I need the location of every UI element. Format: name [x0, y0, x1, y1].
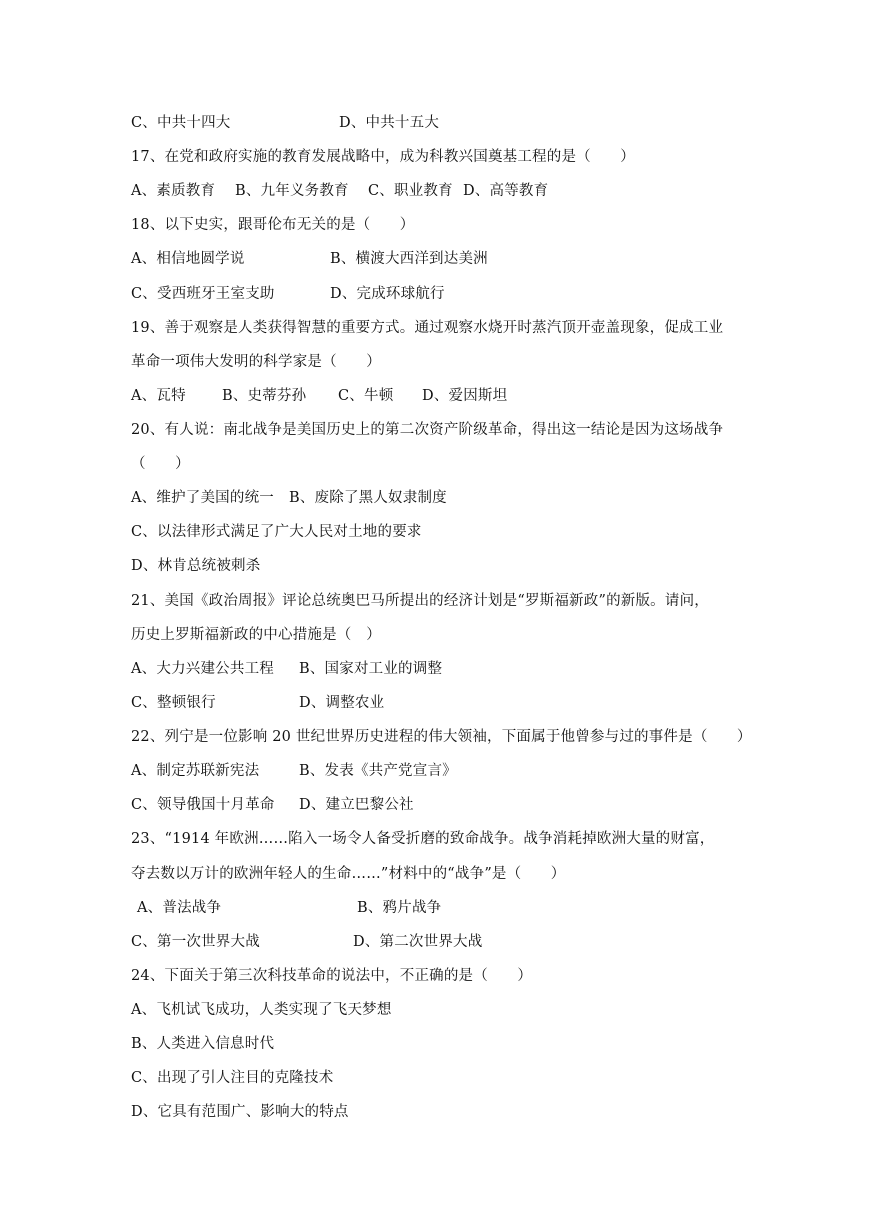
q21-stem-line-1: 21、美国《政治周报》评论总统奥巴马所提出的经济计划是“罗斯福新政”的新版。请问， — [131, 593, 709, 609]
q24-option-b: B、人类进入信息时代 — [131, 1036, 275, 1052]
q22-option-row-ab — [131, 761, 457, 781]
q18-stem: 18、以下史实，跟哥伦布无关的是（ ） — [131, 217, 415, 233]
option-c: C、整顿银行 — [131, 695, 216, 711]
option-c: C、第一次世界大战 — [131, 934, 260, 950]
option-b: B、废除了黑人奴隶制度 — [289, 490, 447, 506]
q17-options — [131, 181, 549, 201]
q18-option-row-ab — [131, 249, 488, 269]
q23-stem-line-2: 夺去数以万计的欧洲年轻人的生命……”材料中的“战争”是（ ） — [131, 866, 566, 882]
q23-option-row-cd — [131, 932, 483, 952]
q24-option-a: A、飞机试飞成功，人类实现了飞天梦想 — [131, 1002, 392, 1018]
option-a: A、素质教育 — [131, 183, 216, 199]
q23-stem-line-1: 23、“1914 年欧洲……陷入一场令人备受折磨的致命战争。战争消耗掉欧洲大量的财富， — [131, 831, 715, 847]
option-b: B、国家对工业的调整 — [299, 661, 443, 677]
q22-stem: 22、列宁是一位影响 20 世纪世界历史进程的伟大领袖，下面属于他曾参与过的事件是（ ） — [131, 729, 752, 745]
option-a: A、瓦特 — [131, 388, 186, 404]
option-a: A、普法战争 — [137, 900, 222, 916]
q22-option-row-cd — [131, 795, 414, 815]
option-d: D、完成环球航行 — [330, 286, 445, 302]
q21-stem-line-2: 历史上罗斯福新政的中心措施是（ ） — [131, 627, 381, 643]
q23-option-row-ab — [137, 898, 442, 918]
option-d: D、中共十五大 — [339, 115, 440, 131]
option-b: B、鸦片战争 — [357, 900, 442, 916]
q20-option-c: C、以法律形式满足了广大人民对土地的要求 — [131, 524, 422, 540]
option-b: B、发表《共产党宣言》 — [299, 763, 457, 779]
q20-stem-line-2: （ ） — [131, 456, 190, 472]
q19-stem-line-1: 19、善于观察是人类获得智慧的重要方式。通过观察水烧开时蒸汽顶开壶盖现象，促成工业 — [131, 320, 724, 336]
option-c: C、领导俄国十月革命 — [131, 797, 275, 813]
option-c: C、职业教育 — [368, 183, 453, 199]
q18-option-row-cd — [131, 284, 445, 304]
q21-option-row-ab — [131, 659, 443, 679]
option-d: D、调整农业 — [299, 695, 385, 711]
option-b: B、史蒂芬孙 — [222, 388, 307, 404]
q16-option-row-cd — [131, 113, 440, 133]
q20-option-row-ab — [131, 488, 447, 508]
q20-stem-line-1: 20、有人说：南北战争是美国历史上的第二次资产阶级革命，得出这一结论是因为这场战争 — [131, 422, 724, 438]
option-a: A、大力兴建公共工程 — [131, 661, 274, 677]
option-c: C、牛顿 — [338, 388, 394, 404]
q20-option-d: D、林肯总统被刺杀 — [131, 558, 261, 574]
q24-option-c: C、出现了引人注目的克隆技术 — [131, 1070, 334, 1086]
option-d: D、建立巴黎公社 — [299, 797, 414, 813]
q19-stem-line-2: 革命一项伟大发明的科学家是（ ） — [131, 354, 381, 370]
option-a: A、维护了美国的统一 — [131, 490, 274, 506]
option-b: B、横渡大西洋到达美洲 — [330, 251, 488, 267]
option-c: C、受西班牙王室支助 — [131, 286, 275, 302]
option-d: D、高等教育 — [463, 183, 549, 199]
option-c: C、中共十四大 — [131, 115, 231, 131]
q19-options — [131, 386, 508, 406]
option-a: A、相信地圆学说 — [131, 251, 245, 267]
q24-stem: 24、下面关于第三次科技革命的说法中，不正确的是（ ） — [131, 968, 533, 984]
option-d: D、第二次世界大战 — [353, 934, 483, 950]
option-b: B、九年义务教育 — [235, 183, 349, 199]
q17-stem: 17、在党和政府实施的教育发展战略中，成为科教兴国奠基工程的是（ ） — [131, 149, 635, 165]
q24-option-d: D、它具有范围广、影响大的特点 — [131, 1104, 349, 1120]
option-a: A、制定苏联新宪法 — [131, 763, 260, 779]
option-d: D、爱因斯坦 — [422, 388, 508, 404]
q21-option-row-cd — [131, 693, 385, 713]
